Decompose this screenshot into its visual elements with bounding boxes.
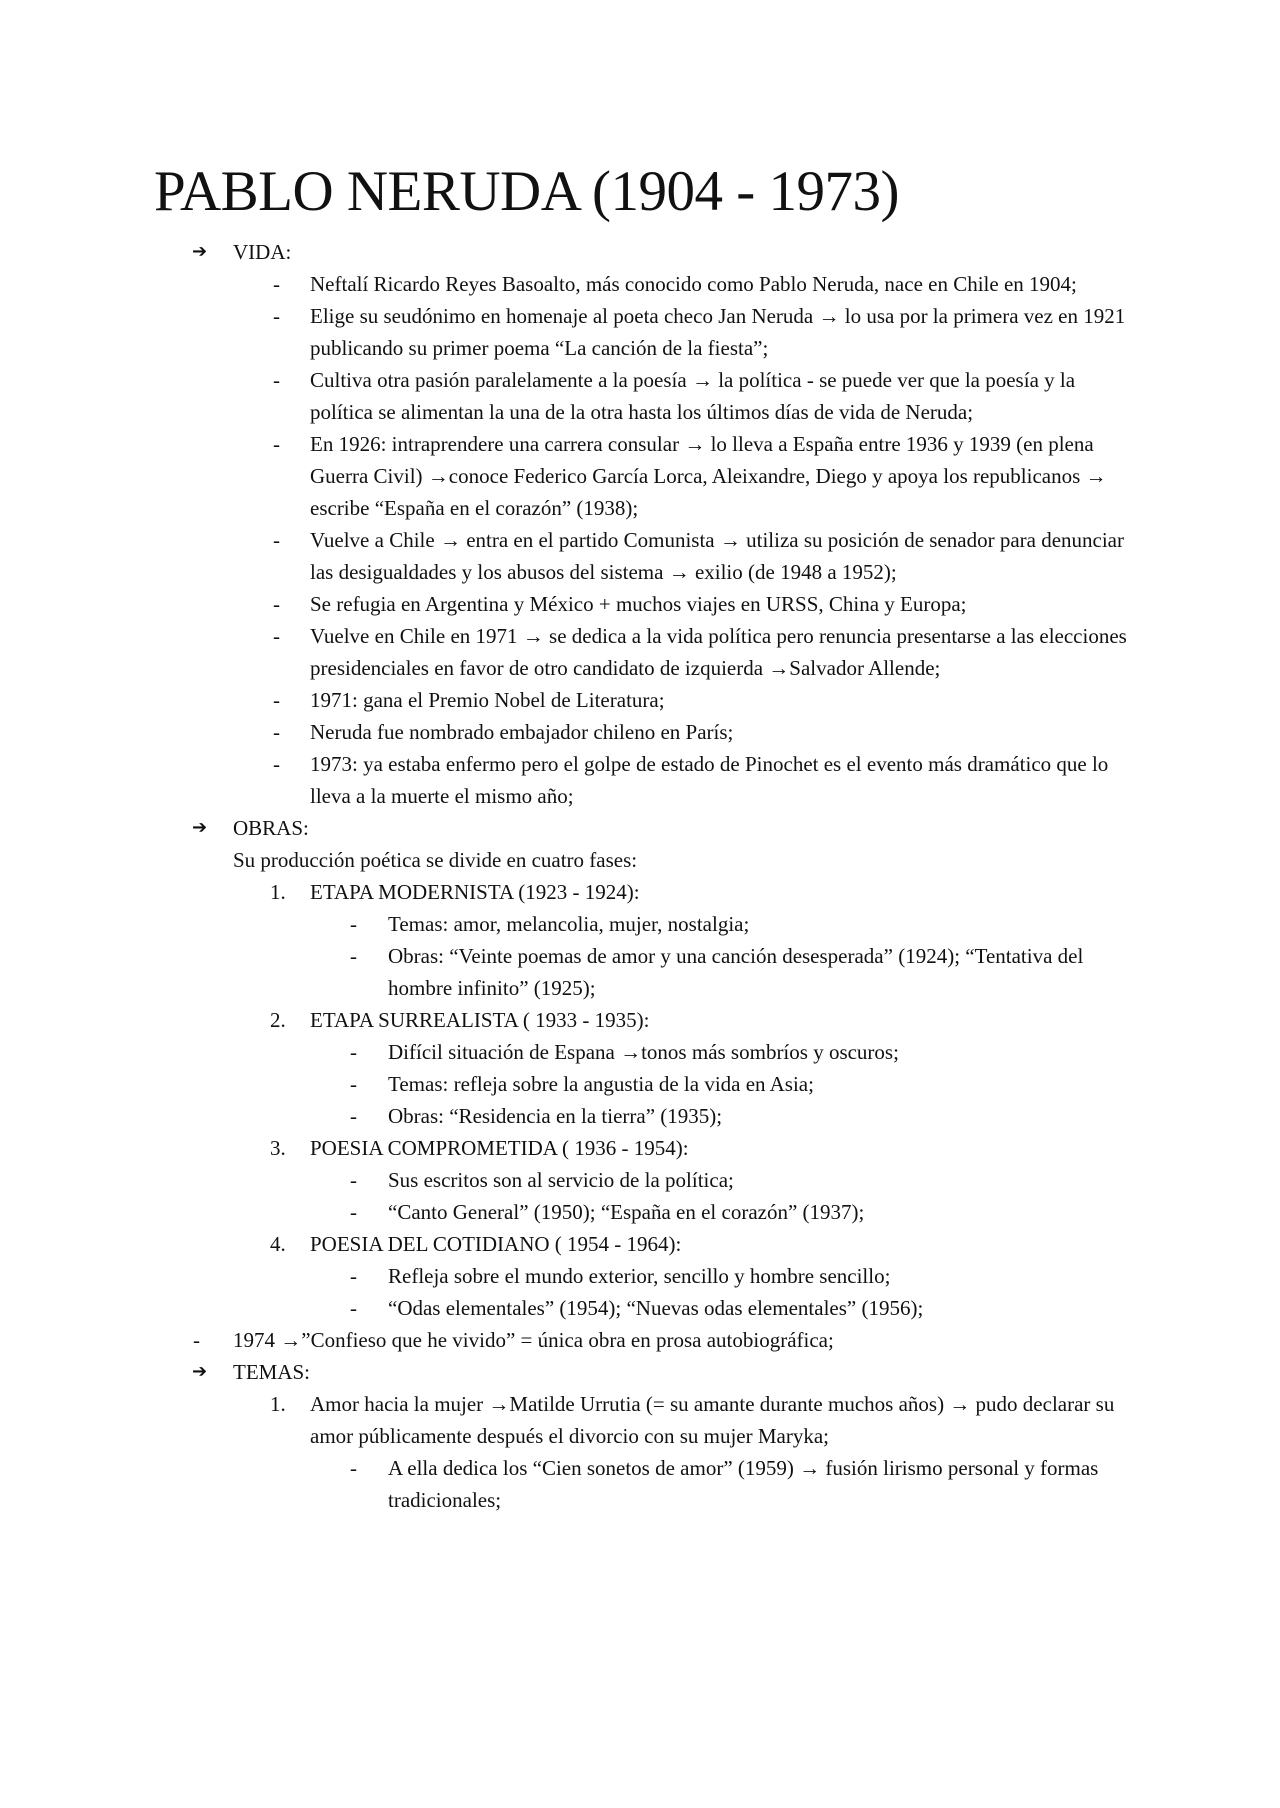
stage-title: ETAPA MODERNISTA (1923 - 1924): [310, 880, 640, 904]
list-item-text: En 1926: intraprendere una carrera consular → lo lleva a España entre 1936 y 1939 (en plena Guerra Civil) →conoce Federico García Lorca, Aleixandre, Diego y apoya los republicanos → escribe “España en el corazón” (1938); [310, 432, 1107, 520]
dash-bullet: - [350, 1072, 357, 1096]
dash-bullet: - [350, 1104, 357, 1128]
dash-bullet: - [273, 688, 280, 712]
list-item-text: Cultiva otra pasión paralelamente a la poesía → la política - se puede ver que la poesía y la política se alimentan la una de la otra hasta los últimos días de vida de Neruda; [310, 368, 1076, 424]
dash-bullet: - [350, 1264, 357, 1288]
list-item [0, 716, 1280, 748]
stage-number: 2. [270, 1008, 286, 1032]
stage-item [0, 1228, 1280, 1260]
list-item-text: A ella dedica los “Cien sonetos de amor” (1959) → fusión lirismo personal y formas tradicionales; [388, 1456, 1099, 1512]
dash-bullet: - [273, 432, 280, 456]
list-item-text: Se refugia en Argentina y México + muchos viajes en URSS, China y Europa; [310, 592, 967, 616]
list-item-text: Obras: “Veinte poemas de amor y una canción desesperada” (1924); “Tentativa del hombre infinito” (1925); [388, 944, 1084, 1000]
list-item-text: Difícil situación de Espana →tonos más sombríos y oscuros; [388, 1040, 899, 1064]
section-heading: TEMAS: [233, 1360, 311, 1384]
list-item [0, 940, 1280, 1004]
list-item-text: Refleja sobre el mundo exterior, sencillo y hombre sencillo; [388, 1264, 891, 1288]
list-item-text: Elige su seudónimo en homenaje al poeta checo Jan Neruda → lo usa por la primera vez en 1921 publicando su primer poema “La canción de la fiesta”; [310, 304, 1126, 360]
list-item [0, 588, 1280, 620]
list-item [0, 748, 1280, 812]
dash-bullet: - [273, 368, 280, 392]
stage-item [0, 1004, 1280, 1036]
list-item [0, 1164, 1280, 1196]
list-item-text: Vuelve a Chile → entra en el partido Comunista → utiliza su posición de senador para denunciar las desigualdades y los abusos del sistema → exilio (de 1948 a 1952); [310, 528, 1124, 584]
dash-bullet: - [273, 752, 280, 776]
dash-bullet: - [273, 272, 280, 296]
list-item [0, 1260, 1280, 1292]
dash-bullet: - [350, 1168, 357, 1192]
stage-title: POESIA DEL COTIDIANO ( 1954 - 1964): [310, 1232, 682, 1256]
dash-bullet: - [350, 912, 357, 936]
list-item [0, 1452, 1280, 1516]
arrow-bullet-icon: ➔ [192, 241, 208, 262]
list-item-text: 1971: gana el Premio Nobel de Literatura; [310, 688, 665, 712]
list-item [0, 1292, 1280, 1324]
section-temas-heading [0, 1356, 1280, 1388]
list-item [0, 268, 1280, 300]
list-item-text: Neftalí Ricardo Reyes Basoalto, más conocido como Pablo Neruda, nace en Chile en 1904; [310, 272, 1077, 296]
dash-bullet: - [273, 304, 280, 328]
prose-note [0, 1324, 1280, 1356]
prose-note-text: 1974 →”Confieso que he vivido” = única obra en prosa autobiográfica; [233, 1328, 834, 1352]
dash-bullet: - [350, 1200, 357, 1224]
list-item-text: Neruda fue nombrado embajador chileno en París; [310, 720, 734, 744]
intro-text: Su producción poética se divide en cuatro fases: [233, 848, 638, 872]
list-item-text: Temas: refleja sobre la angustia de la vida en Asia; [388, 1072, 814, 1096]
dash-bullet: - [193, 1328, 200, 1352]
arrow-bullet-icon: ➔ [192, 817, 208, 838]
list-item-text: 1973: ya estaba enfermo pero el golpe de estado de Pinochet es el evento más dramático que lo lleva a la muerte el mismo año; [310, 752, 1109, 808]
list-item-text: Obras: “Residencia en la tierra” (1935); [388, 1104, 723, 1128]
list-item [0, 908, 1280, 940]
arrow-bullet-icon: ➔ [192, 1361, 208, 1382]
dash-bullet: - [350, 944, 357, 968]
section-vida-heading [0, 236, 1280, 268]
stage-number: 4. [270, 1232, 286, 1256]
list-item [0, 1196, 1280, 1228]
list-item [0, 300, 1280, 364]
section-obras-heading [0, 812, 1280, 844]
section-heading: OBRAS: [233, 816, 309, 840]
tema-item [0, 1388, 1280, 1452]
list-item [0, 1068, 1280, 1100]
list-item [0, 524, 1280, 588]
dash-bullet: - [273, 624, 280, 648]
stage-title: POESIA COMPROMETIDA ( 1936 - 1954): [310, 1136, 689, 1160]
document-body [0, 236, 1280, 1516]
dash-bullet: - [350, 1296, 357, 1320]
tema-text: Amor hacia la mujer →Matilde Urrutia (= su amante durante muchos años) → pudo declarar su amor públicamente después el divorcio con su mujer Maryka; [310, 1392, 1115, 1448]
page-title: PABLO NERUDA (1904 - 1973) [154, 160, 899, 223]
stage-title: ETAPA SURREALISTA ( 1933 - 1935): [310, 1008, 650, 1032]
stage-item [0, 876, 1280, 908]
dash-bullet: - [273, 720, 280, 744]
stage-number: 1. [270, 880, 286, 904]
list-item [0, 364, 1280, 428]
list-item [0, 620, 1280, 684]
list-item [0, 1100, 1280, 1132]
stage-item [0, 1132, 1280, 1164]
obras-intro [0, 844, 1280, 876]
dash-bullet: - [273, 528, 280, 552]
list-item [0, 428, 1280, 524]
dash-bullet: - [350, 1040, 357, 1064]
list-item-text: Sus escritos son al servicio de la política; [388, 1168, 734, 1192]
dash-bullet: - [350, 1456, 357, 1480]
list-item-text: “Canto General” (1950); “España en el corazón” (1937); [388, 1200, 865, 1224]
list-item [0, 1036, 1280, 1068]
list-item-text: Vuelve en Chile en 1971 → se dedica a la vida política pero renuncia presentarse a las elecciones presidenciales en favor de otro candidato de izquierda →Salvador Allende; [310, 624, 1127, 680]
list-item [0, 684, 1280, 716]
dash-bullet: - [273, 592, 280, 616]
tema-number: 1. [270, 1392, 286, 1416]
section-heading: VIDA: [233, 240, 292, 264]
list-item-text: “Odas elementales” (1954); “Nuevas odas elementales” (1956); [388, 1296, 924, 1320]
list-item-text: Temas: amor, melancolia, mujer, nostalgia; [388, 912, 750, 936]
stage-number: 3. [270, 1136, 286, 1160]
